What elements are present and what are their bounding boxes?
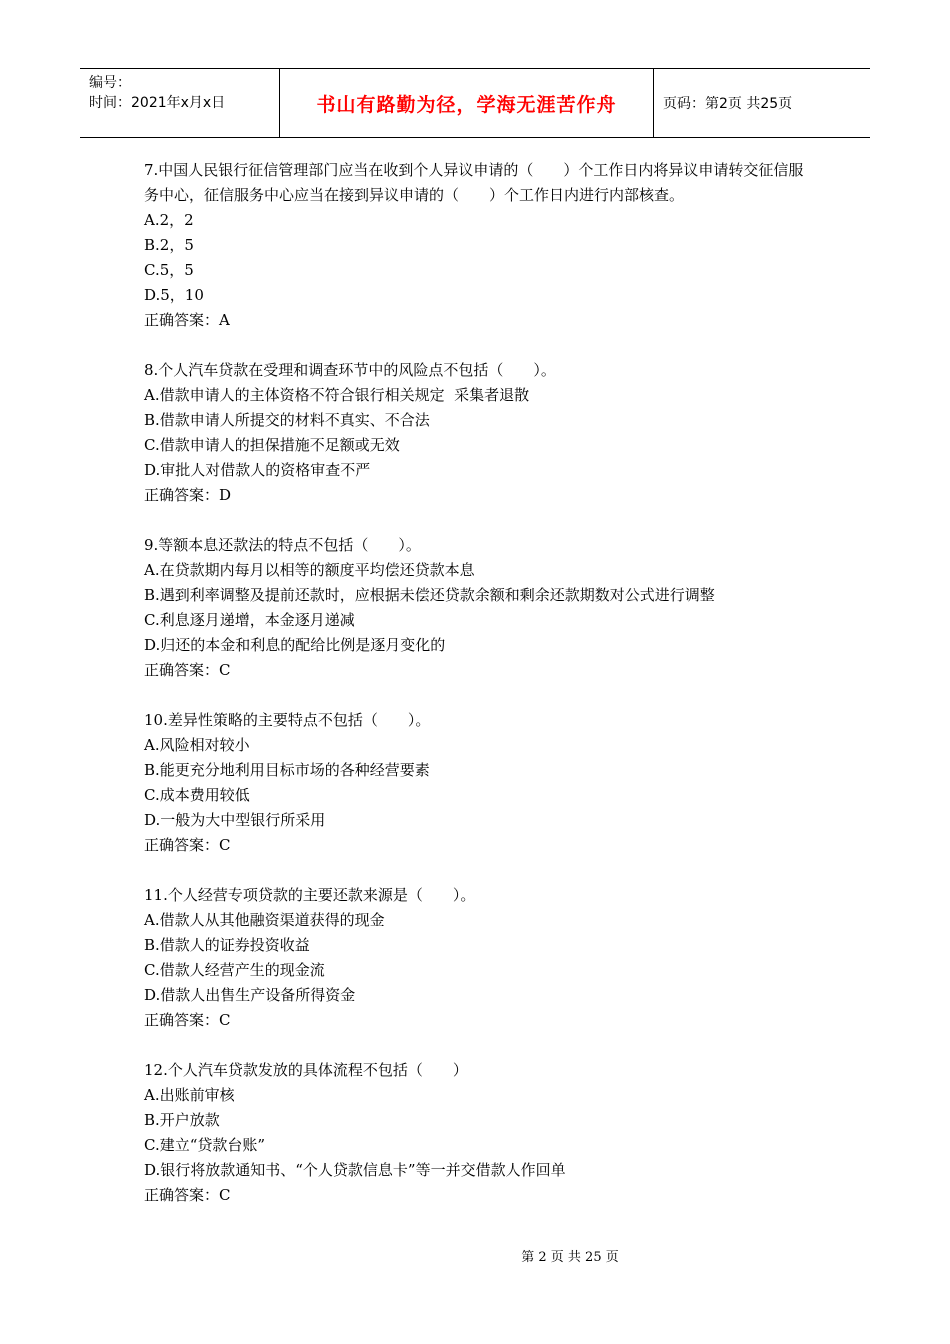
question-stem: 9.等额本息还款法的特点不包括（ ）。 bbox=[144, 536, 421, 554]
page-footer: 第 2 页 共 25 页 bbox=[521, 1250, 619, 1265]
option-d: D.5，10 bbox=[144, 286, 204, 304]
time-label: 时间：2021年x月x日 bbox=[89, 95, 226, 111]
question-item bbox=[144, 1058, 814, 1208]
option-d: D.归还的本金和利息的配给比例是逐月变化的 bbox=[144, 636, 446, 654]
header-motto: 书山有路勤为径，学海无涯苦作舟 bbox=[280, 69, 654, 137]
option-d: D.审批人对借款人的资格审查不严 bbox=[144, 461, 371, 479]
option-a: A.2，2 bbox=[144, 211, 194, 229]
question-stem: 12.个人汽车贷款发放的具体流程不包括（ ） bbox=[144, 1061, 468, 1079]
header-page-label: 页码：第2页 共25页 bbox=[663, 96, 793, 112]
question-stem: 7.中国人民银行征信管理部门应当在收到个人异议申请的（ ）个工作日内将异议申请转交征信服务中心，征信服务中心应当在接到异议申请的（ ）个工作日内进行内部核查。 bbox=[144, 161, 804, 204]
answer: 正确答案：A bbox=[144, 311, 230, 329]
answer: 正确答案：C bbox=[144, 1011, 231, 1029]
question-list bbox=[144, 158, 814, 1233]
option-b: B.遇到利率调整及提前还款时，应根据未偿还贷款余额和剩余还款期数对公式进行调整 bbox=[144, 586, 715, 604]
option-d: D.借款人出售生产设备所得资金 bbox=[144, 986, 356, 1004]
option-a: A.在贷款期内每月以相等的额度平均偿还贷款本息 bbox=[144, 561, 475, 579]
option-c: C.建立“贷款台账” bbox=[144, 1136, 266, 1154]
answer: 正确答案：C bbox=[144, 661, 231, 679]
number-label: 编号： bbox=[89, 75, 131, 91]
option-c: C.利息逐月递增，本金逐月递减 bbox=[144, 611, 355, 629]
page-header bbox=[80, 68, 870, 138]
option-b: B.开户放款 bbox=[144, 1111, 220, 1129]
option-b: B.借款申请人所提交的材料不真实、不合法 bbox=[144, 411, 430, 429]
option-d: D.一般为大中型银行所采用 bbox=[144, 811, 326, 829]
answer: 正确答案：D bbox=[144, 486, 232, 504]
option-a: A.风险相对较小 bbox=[144, 736, 250, 754]
option-c: C.成本费用较低 bbox=[144, 786, 250, 804]
answer: 正确答案：C bbox=[144, 1186, 231, 1204]
question-stem: 11.个人经营专项贷款的主要还款来源是（ ）。 bbox=[144, 886, 476, 904]
option-a: A.借款人从其他融资渠道获得的现金 bbox=[144, 911, 385, 929]
option-c: C.5，5 bbox=[144, 261, 194, 279]
question-item bbox=[144, 358, 814, 508]
option-a: A.借款申请人的主体资格不符合银行相关规定 采集者退散 bbox=[144, 386, 530, 404]
option-b: B.能更充分地利用目标市场的各种经营要素 bbox=[144, 761, 430, 779]
question-item bbox=[144, 708, 814, 858]
header-meta bbox=[80, 69, 280, 137]
option-a: A.出账前审核 bbox=[144, 1086, 235, 1104]
question-stem: 8.个人汽车贷款在受理和调查环节中的风险点不包括（ ）。 bbox=[144, 361, 556, 379]
answer: 正确答案：C bbox=[144, 836, 231, 854]
question-item bbox=[144, 883, 814, 1033]
question-item bbox=[144, 533, 814, 683]
option-d: D.银行将放款通知书、“个人贷款信息卡”等一并交借款人作回单 bbox=[144, 1161, 566, 1179]
option-b: B.借款人的证券投资收益 bbox=[144, 936, 310, 954]
question-stem: 10.差异性策略的主要特点不包括（ ）。 bbox=[144, 711, 431, 729]
option-c: C.借款人经营产生的现金流 bbox=[144, 961, 325, 979]
option-b: B.2，5 bbox=[144, 236, 194, 254]
question-item bbox=[144, 158, 814, 333]
option-c: C.借款申请人的担保措施不足额或无效 bbox=[144, 436, 400, 454]
